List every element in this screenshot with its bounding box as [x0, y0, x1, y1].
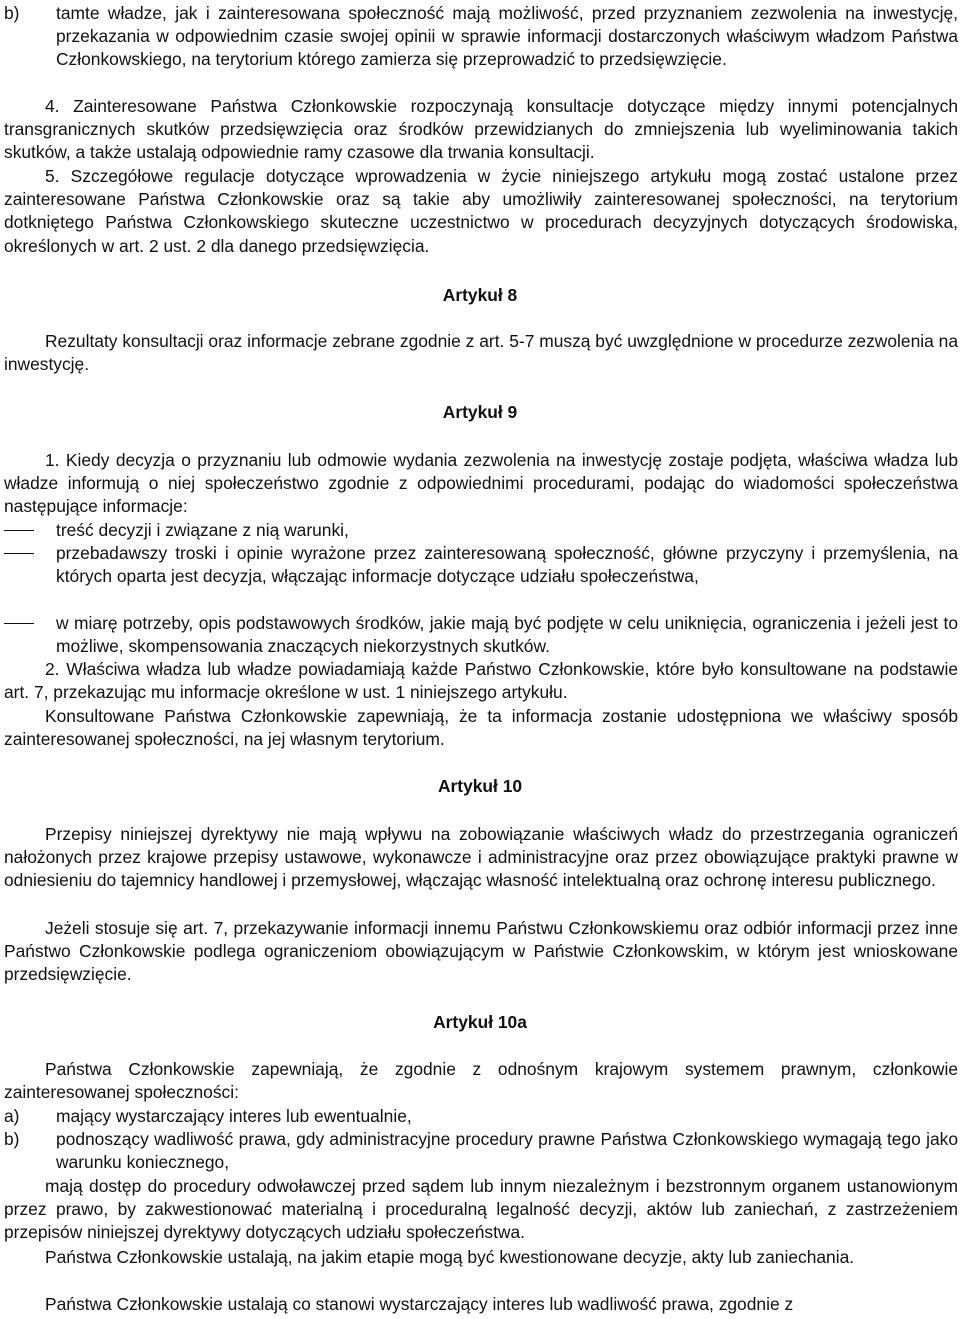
- list-item-text: tamte władze, jak i zainteresowana społeczność mają możliwość, przed przyznaniem zezwolenia na inwestycję, przekazania w odpowiednim czasie swojej opinii w sprawie informacji dostarczonych właściwym władzom Państwa Członkowskiego, na terytorium którego zamierza się przeprowadzić to przedsięwzięcie.: [56, 3, 958, 70]
- article-10-paragraph-1: Przepisy niniejszej dyrektywy nie mają wpływu na zobowiązanie właściwych władz do przestrzegania ograniczeń nałożonych przez krajowe przepisy ustawowe, wykonawcze i administracyjne oraz przez obowiązujące praktyki prawne w odniesieniu do tajemnicy handlowej i przemysłowej, włączając własność intelektualną oraz ochronę interesu publicznego.: [4, 824, 958, 891]
- paragraph-5: 5. Szczegółowe regulacje dotyczące wprowadzenia w życie niniejszego artykułu mogą zostać ustalone przez zainteresowane Państwa Członkowskie oraz są takie aby umożliwiły zainteresowanej społeczności, na terytorium dotkniętego Państwa Członkowskiego skuteczne uczestnictwo w procedurach decyzyjnych dotyczących środowiska, określonych w art. 2 ust. 2 dla danego przedsięwzięcia.: [4, 166, 958, 256]
- article-10a-paragraph-4: Państwa Członkowskie ustalają co stanowi wystarczający interes lub wadliwość prawa, zgodnie z: [45, 1294, 794, 1314]
- article-8-heading: Artykuł 8: [442, 285, 518, 305]
- article-10a-paragraph-2: mają dostęp do procedury odwoławczej przed sądem lub innym niezależnym i bezstronnym organem ustanowionym przez prawo, by zakwestionować materialną i proceduralną legalność decyzji, aktów lub zaniechań, z zastrzeżeniem przepisów niniejszej dyrektywy dotyczących udziału społeczeństwa.: [4, 1176, 958, 1243]
- article-10-paragraph-2: Jeżeli stosuje się art. 7, przekazywanie informacji innemu Państwu Członkowskiemu oraz odbiór informacji przez inne Państwo Członkowskie podlega ograniczeniom obowiązującym w Państwie Członkowskim, w którym jest wnioskowane przedsięwzięcie.: [4, 918, 958, 985]
- dash-mark: [4, 623, 34, 624]
- list-item-label: a): [4, 1106, 20, 1126]
- dash-item-2: [4, 542, 958, 588]
- list-item-label: b): [4, 1129, 20, 1149]
- list-item-label: b): [4, 3, 20, 23]
- list-item-text: podnoszący wadliwość prawa, gdy administracyjne procedury prawne Państwa Członkowskiego wymagają tego jako warunku koniecznego,: [56, 1129, 958, 1173]
- list-item-text: mający wystarczający interes lub ewentualnie,: [56, 1106, 412, 1126]
- article-9-paragraph-3: Konsultowane Państwa Członkowskie zapewniają, że ta informacja zostanie udostępniona we właściwy sposób zainteresowanej społeczności, na jej własnym terytorium.: [4, 706, 958, 750]
- paragraph-4: 4. Zainteresowane Państwa Członkowskie rozpoczynają konsultacje dotyczące między innymi potencjalnych transgranicznych skutków przedsięwzięcia oraz środków przewidzianych do zmniejszenia lub wyeliminowania takich skutków, a także ustalają odpowiednie ramy czasowe dla trwania konsultacji.: [4, 96, 958, 163]
- article-10a-heading: Artykuł 10a: [433, 1012, 527, 1032]
- dash-item-text: w miarę potrzeby, opis podstawowych środków, jakie mają być podjęte w celu uniknięcia, ograniczenia i jeżeli jest to możliwe, skompensowania znaczących niekorzystnych skutków.: [56, 613, 958, 657]
- list-item-b: [4, 1128, 958, 1174]
- article-9-paragraph-2: 2. Właściwa władza lub władze powiadamiają każde Państwo Członkowskie, które było konsultowane na podstawie art. 7, przekazując mu informacje określone w ust. 1 niniejszego artykułu.: [4, 659, 958, 703]
- article-10a-paragraph-3: Państwa Członkowskie ustalają, na jakim etapie mogą być kwestionowane decyzje, akty lub zaniechania.: [45, 1247, 855, 1267]
- article-9-heading: Artykuł 9: [442, 402, 518, 422]
- article-9-paragraph-1: 1. Kiedy decyzja o przyznaniu lub odmowie wydania zezwolenia na inwestycję zostaje podjęta, właściwa władza lub władze informują o niej społeczeństwo zgodnie z odpowiednimi procedurami, podając do wiadomości społeczeństwa następujące informacje:: [4, 450, 958, 517]
- article-10a-paragraph-1: Państwa Członkowskie zapewniają, że zgodnie z odnośnym krajowym systemem prawnym, członkowie zainteresowanej społeczności:: [4, 1059, 958, 1103]
- article-8-text: Rezultaty konsultacji oraz informacje zebrane zgodnie z art. 5-7 muszą być uwzględnione w procedurze zezwolenia na inwestycję.: [4, 331, 958, 375]
- dash-item-1: [4, 519, 958, 542]
- article-10-heading: Artykuł 10: [437, 776, 523, 796]
- dash-item-text: przebadawszy troski i opinie wyrażone przez zainteresowaną społeczność, główne przyczyny i przemyślenia, na których oparta jest decyzja, włączając informacje dotyczące udziału społeczeństwa,: [56, 543, 958, 587]
- dash-item-3: [4, 612, 958, 658]
- list-item-b-top: [4, 2, 958, 72]
- dash-mark: [4, 553, 34, 554]
- dash-item-text: treść decyzji i związane z nią warunki,: [56, 520, 349, 540]
- dash-mark: [4, 530, 34, 531]
- list-item-a: [4, 1105, 958, 1128]
